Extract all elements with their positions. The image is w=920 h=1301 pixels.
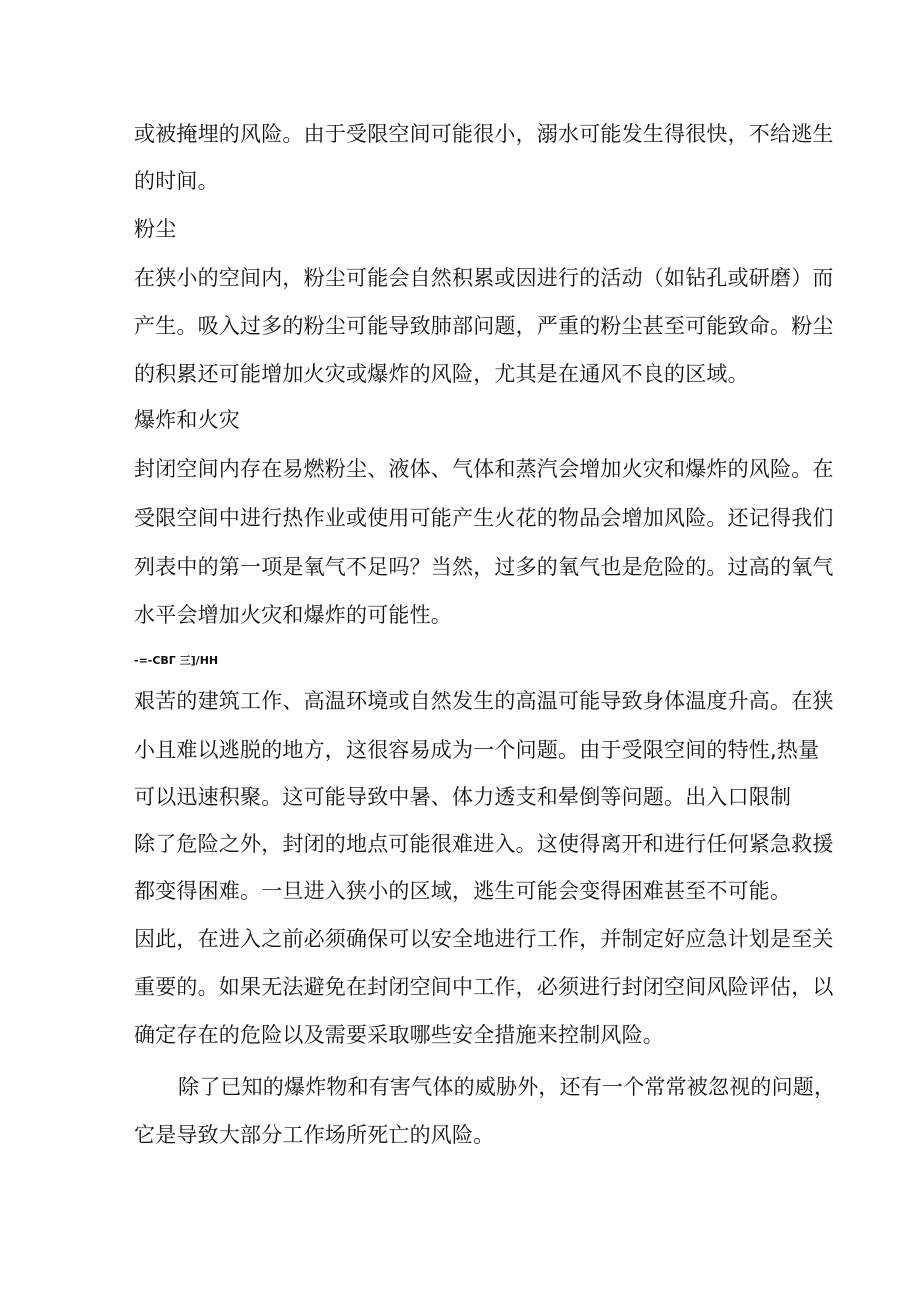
text-line: 或被掩埋的风险。由于受限空间可能很小，溺水可能发生得很快，不给逃生: [134, 122, 834, 146]
garbled-heading: -=-CBΓ 三]/HH: [134, 654, 219, 667]
text-line: 都变得困难。一旦进入狭小的区域，逃生可能会变得困难甚至不可能。: [134, 879, 792, 903]
text-line: 水平会增加火灾和爆炸的可能性。: [134, 603, 452, 627]
text-line: 它是导致大部分工作场所死亡的风险。: [134, 1123, 495, 1147]
text-line: 的积累还可能增加火灾或爆炸的风险，尤其是在通风不良的区域。: [134, 362, 749, 386]
text-line: 除了已知的爆炸物和有害气体的威胁外，还有一个常常被忽视的问题，: [178, 1075, 836, 1099]
text-line: 受限空间中进行热作业或使用可能产生火花的物品会增加风险。还记得我们: [134, 506, 834, 530]
text-line: 因此，在进入之前必须确保可以安全地进行工作，并制定好应急计划是至关: [134, 927, 834, 951]
text-line: 重要的。如果无法避免在封闭空间中工作，必须进行封闭空间风险评估，以: [134, 975, 834, 999]
text-line: 产生。吸入过多的粉尘可能导致肺部问题，严重的粉尘甚至可能致命。粉尘: [134, 314, 834, 338]
text-line: 小且难以逃脱的地方，这很容易成为一个问题。由于受限空间的特性,热量: [134, 738, 820, 762]
text-line: 可以迅速积聚。这可能导致中暑、体力透支和晕倒等问题。出入口限制: [134, 785, 792, 809]
text-line: 确定存在的危险以及需要采取哪些安全措施来控制风险。: [134, 1023, 664, 1047]
section-heading: 粉尘: [134, 217, 177, 241]
text-line: 艰苦的建筑工作、高温环境或自然发生的高温可能导致身体温度升高。在狭: [134, 689, 834, 713]
text-line: 封闭空间内存在易燃粉尘、液体、气体和蒸汽会增加火灾和爆炸的风险。在: [134, 457, 834, 481]
text-line: 的时间。: [134, 169, 219, 193]
text-line: 列表中的第一项是氧气不足吗？当然，过多的氧气也是危险的。过高的氧气: [134, 555, 834, 579]
text-line: 除了危险之外，封闭的地点可能很难进入。这使得离开和进行任何紧急救援: [134, 832, 834, 856]
section-heading: 爆炸和火灾: [134, 408, 240, 432]
text-line: 在狭小的空间内，粉尘可能会自然积累或因进行的活动（如钻孔或研磨）而: [134, 266, 834, 290]
